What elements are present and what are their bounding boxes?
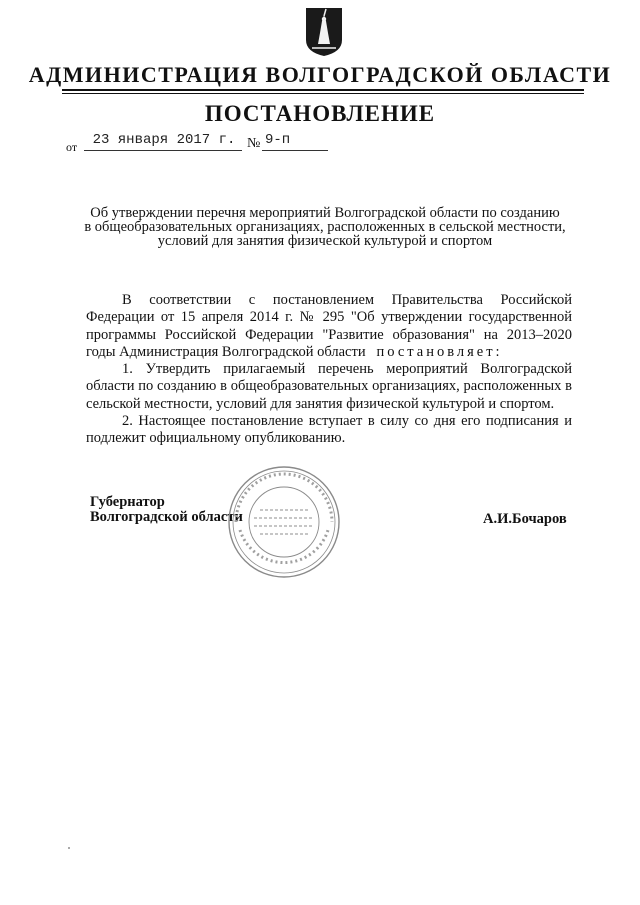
number-label: № xyxy=(247,136,261,151)
subject-line: условий для занятия физической культурой и спортом xyxy=(157,233,493,249)
clause-paragraph: 1. Утвердить прилагаемый перечень мероприятий Волгоградской области по созданию в общеобразовательных организациях, расположенных в сельской местности, условий для занятия физической культурой и спортом. xyxy=(86,361,572,412)
position-line: Губернатор xyxy=(90,494,165,510)
signatory-name: А.И.Бочаров xyxy=(483,511,567,527)
coat-of-arms-icon xyxy=(304,6,344,58)
date-underline xyxy=(84,150,242,151)
header-rule-bottom xyxy=(62,93,584,94)
preamble-text: В соответствии с постановлением Правительства Российской Федерации от 15 апреля 2014 г. № 295 "Об утверждении государственной программы Российской Федерации "Развитие образования" на 2013–2020 годы Администрация Волгоградской области xyxy=(86,292,572,360)
official-seal-icon xyxy=(226,464,342,580)
document-type: ПОСТАНОВЛЕНИЕ xyxy=(204,101,436,126)
document-body xyxy=(86,292,572,448)
position-line: Волгоградской области xyxy=(90,509,243,525)
subject-line: Об утверждении перечня мероприятий Волгоградской области по созданию xyxy=(90,205,560,221)
document-number: 9-п xyxy=(265,132,291,148)
signatory-position xyxy=(90,495,243,525)
clause-paragraph: 2. Настоящее постановление вступает в силу со дня его подписания и подлежит официальному опубликованию. xyxy=(86,413,572,447)
decree-word: постановляет: xyxy=(376,343,503,360)
header-rule-top xyxy=(62,89,584,91)
date-label: от xyxy=(66,140,78,154)
number-underline xyxy=(262,150,328,151)
document-subject xyxy=(60,206,590,248)
preamble-paragraph xyxy=(86,292,572,361)
organization-title: АДМИНИСТРАЦИЯ ВОЛГОГРАДСКОЙ ОБЛАСТИ xyxy=(28,62,612,87)
scan-speck xyxy=(68,847,70,849)
document-date: 23 января 2017 г. xyxy=(92,132,236,148)
subject-line: в общеобразовательных организациях, расположенных в сельской местности, xyxy=(84,219,566,235)
